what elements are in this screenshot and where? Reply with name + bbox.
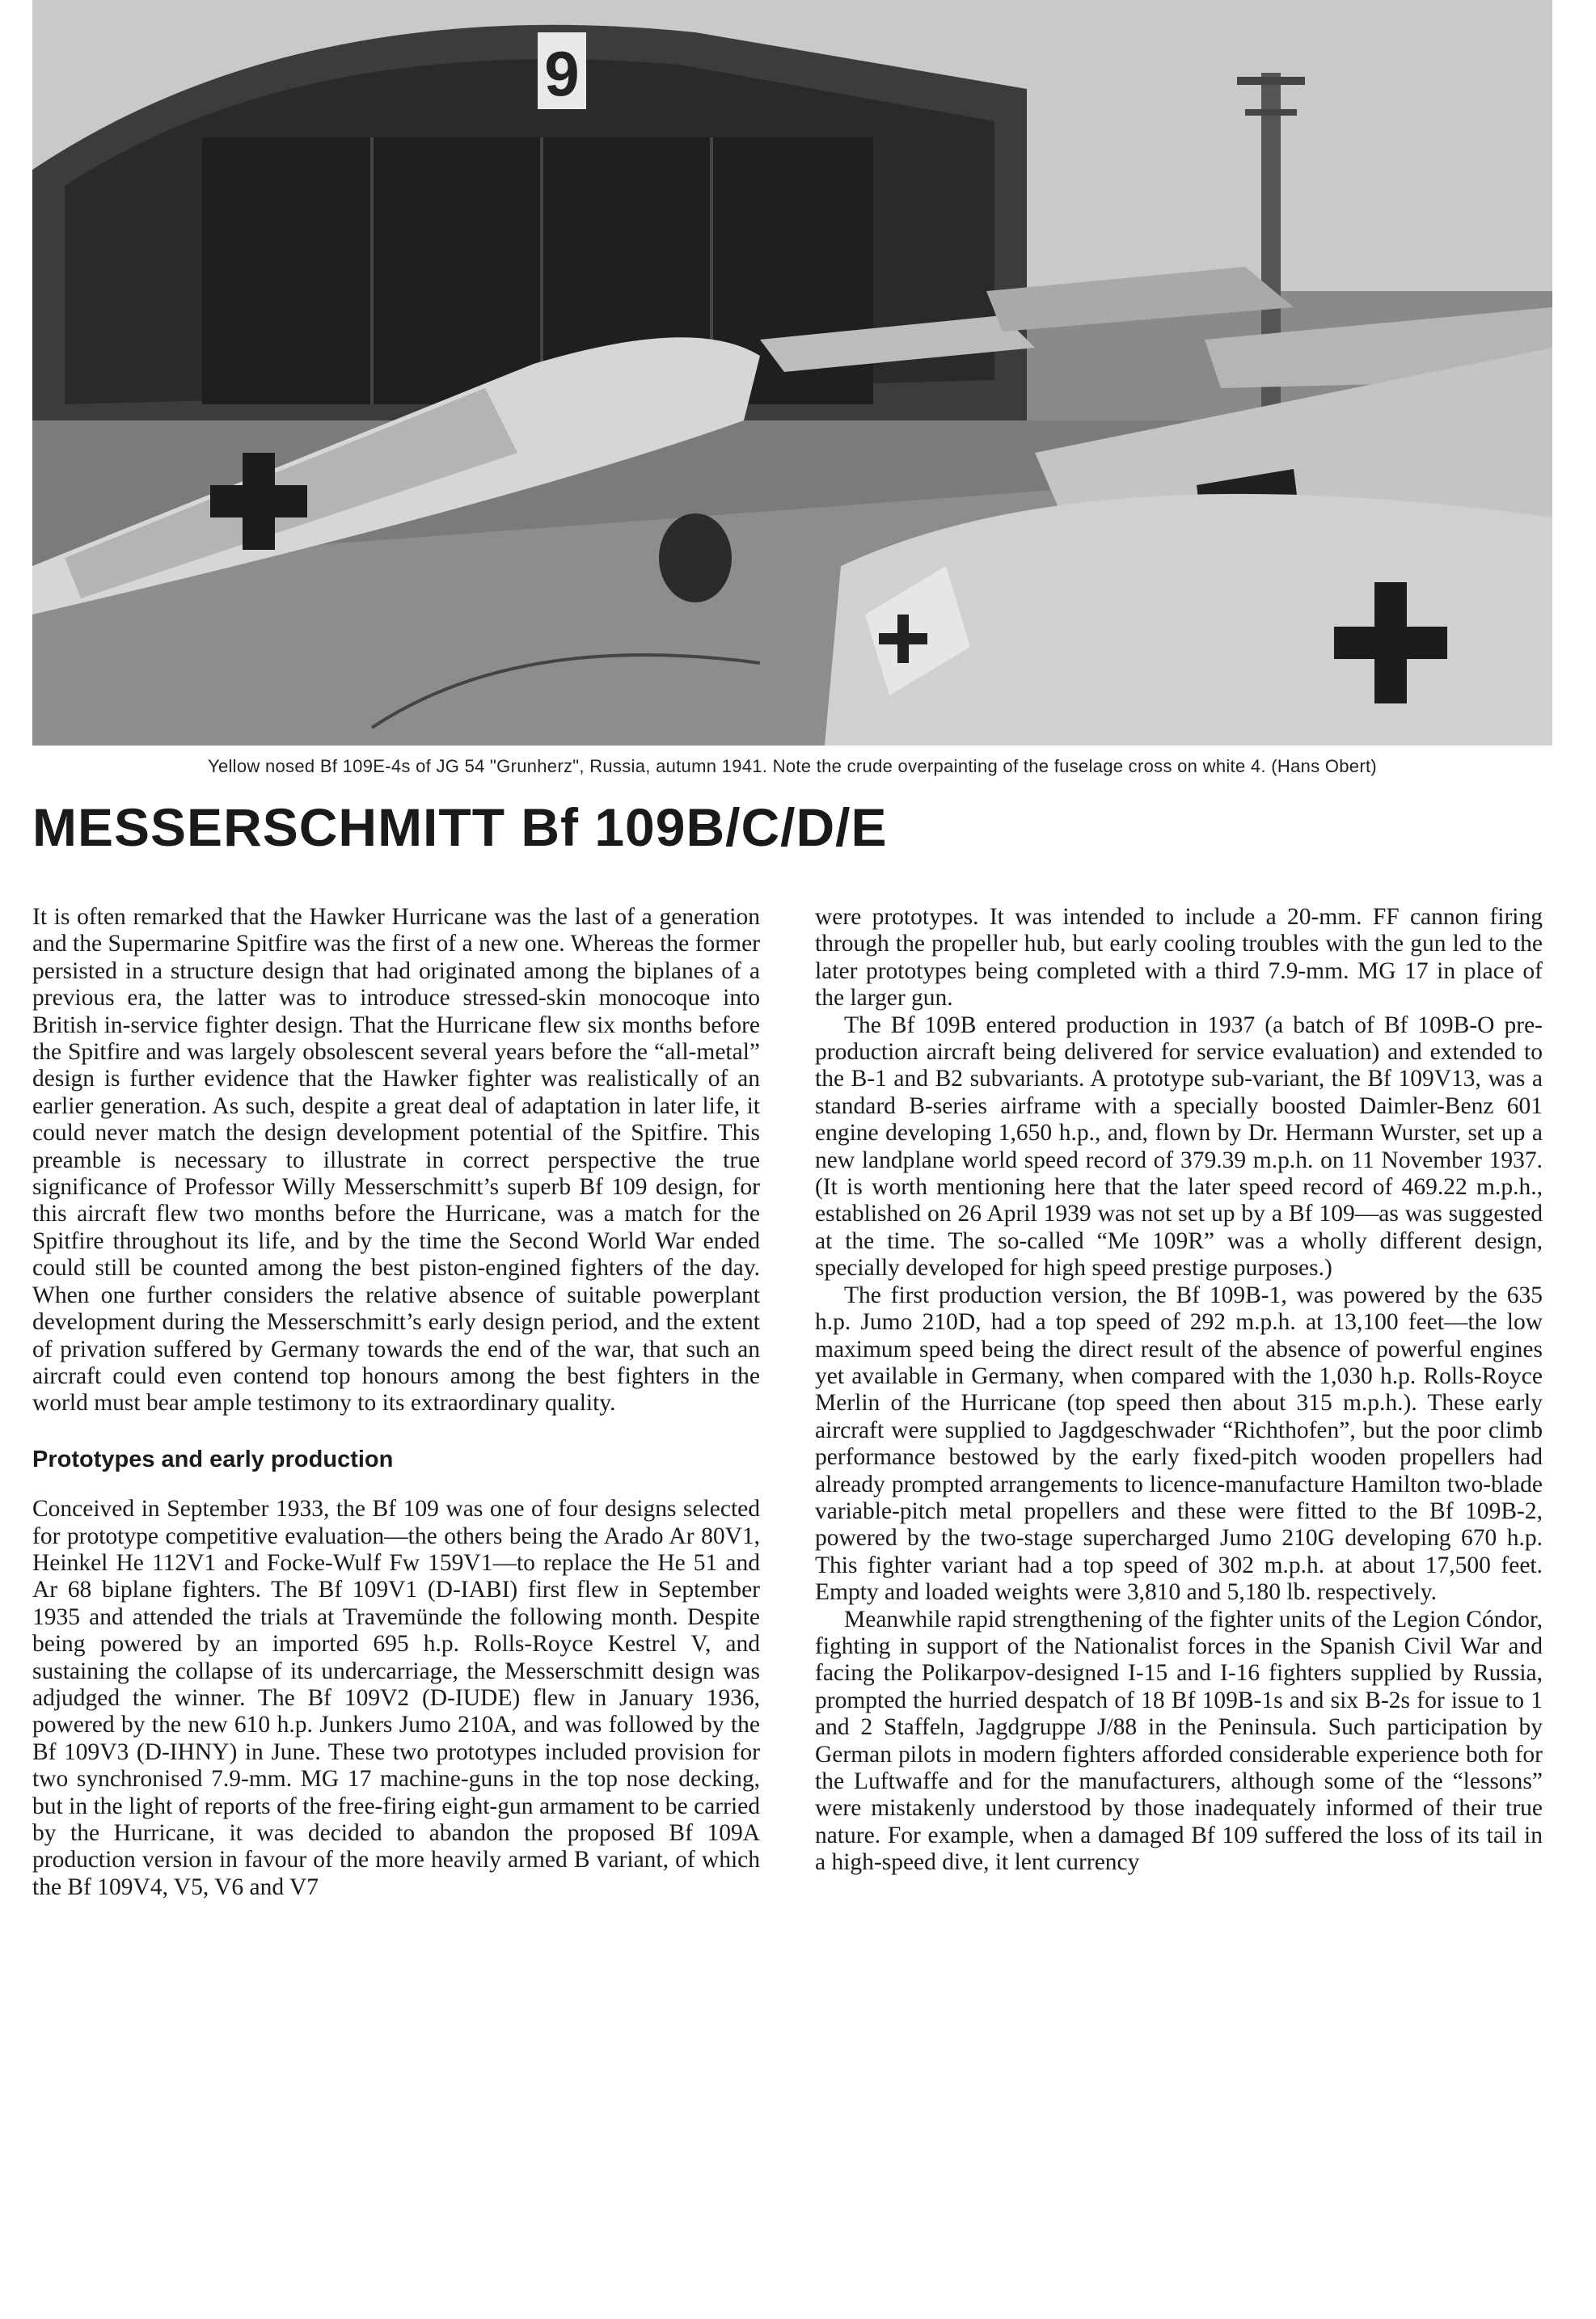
article-title: MESSERSCHMITT Bf 109B/C/D/E xyxy=(32,797,888,857)
photo-illustration xyxy=(32,0,1552,746)
hangar-number: 9 xyxy=(544,38,580,109)
hangar-photo xyxy=(32,0,1552,746)
left-column xyxy=(32,904,760,1901)
paragraph-intro: It is often remarked that the Hawker Hurricane was the last of a generation and the Supermarine Spitfire was the first of a new one. Whereas the former persisted in a structure design that had originated among the biplanes of a previous era, the latter was to introduce stressed-skin monocoque into British in-service fighter design. That the Hurricane flew six months before the Spitfire and was largely obsolescent several years before the “all-metal” design is further evidence that the Hawker fighter was realistically of an earlier generation. As such, despite a great deal of adaptation in later life, it could never match the design development potential of the Spitfire. This preamble is necessary to illustrate in correct perspective the true significance of Professor Willy Messerschmitt’s superb Bf 109 design, for this aircraft flew two months before the Hurricane, was a match for the Spitfire throughout its life, and by the time the Second World War ended could still be counted among the best piston-engined fighters of the day. When one further considers the relative absence of suitable powerplant development during the Messerschmitt’s early design period, and the extent of privation suffered by Germany towards the end of the war, that such an aircraft could even contend top honours among the best fighters in the world must bear ample testimony to its extraordinary quality. xyxy=(32,904,760,1417)
radio-tower xyxy=(1261,73,1281,453)
section-heading: Prototypes and early production xyxy=(32,1446,394,1472)
paragraph-bf109b-production: The Bf 109B entered production in 1937 (a batch of Bf 109B-O pre-production aircraft being delivered for service evaluation) and extended to the B-1 and B2 subvariants. A prototype sub-variant, the Bf 109V13, was a standard B-series airframe with a specially boosted Daimler-Benz 601 engine developing 1,650 h.p., and, flown by Dr. Hermann Wurster, set up a new landplane world speed record of 379.39 m.p.h. on 11 November 1937. (It is worth mentioning here that the later speed record of 469.22 m.p.h., established on 26 April 1939 was not set up by a Bf 109—as was suggested at the time. The so-called “Me 109R” was a wholly different design, specially developed for high speed prestige purposes.) xyxy=(815,1012,1543,1282)
landing-wheel xyxy=(659,513,732,602)
photo-caption: Yellow nosed Bf 109E-4s of JG 54 "Grunherz", Russia, autumn 1941. Note the crude overpainting of the fuselage cross on white 4. (Hans Obert) xyxy=(207,756,1378,776)
paragraph-legion-condor: Meanwhile rapid strengthening of the fighter units of the Legion Cóndor, fighting in support of the Nationalist forces in the Spanish Civil War and facing the Polikarpov-designed I-15 and I-16 fighters supplied by Russia, prompted the hurried despatch of 18 Bf 109B-1s and six B-2s for issue to 1 and 2 Staffeln, Jagdgruppe J/88 in the Peninsula. Such participation by German pilots in modern fighters afforded considerable experience both for the Luftwaffe and for the manufacturers, although some of the “lessons” were mistakenly understood by those inadequately informed of their true nature. For example, when a damaged Bf 109 suffered the loss of its tail in a high-speed dive, it lent currency xyxy=(815,1606,1543,1876)
paragraph-prototypes: Conceived in September 1933, the Bf 109 was one of four designs selected for prototype competitive evaluation—the others being the Arado Ar 80V1, Heinkel He 112V1 and Focke-Wulf Fw 159V1—to replace the He 51 and Ar 68 biplane fighters. The Bf 109V1 (D-IABI) first flew in September 1935 and attended the trials at Travemünde the following month. Despite being powered by an imported 695 h.p. Rolls-Royce Kestrel V, and sustaining the collapse of its undercarriage, the Messerschmitt design was adjudged the winner. The Bf 109V2 (D-IUDE) flew in January 1936, powered by the new 610 h.p. Junkers Jumo 210A, and was followed by the Bf 109V3 (D-IHNY) in June. These two prototypes included provision for two synchronised 7.9-mm. MG 17 machine-guns in the top nose decking, but in the light of reports of the free-firing eight-gun armament to be carried by the Hurricane, it was decided to abandon the proposed Bf 109A production version in favour of the more heavily armed B variant, of which the Bf 109V4, V5, V6 and V7 xyxy=(32,1496,760,1900)
paragraph-continuation: were prototypes. It was intended to include a 20-mm. FF cannon firing through the propeller hub, but early cooling troubles with the gun led to the later prototypes being completed with a third 7.9-mm. MG 17 in place of the larger gun. xyxy=(815,904,1543,1012)
right-column xyxy=(815,904,1543,1877)
paragraph-bf109b1: The first production version, the Bf 109B-1, was powered by the 635 h.p. Jumo 210D, had a top speed of 292 m.p.h. at 13,100 feet—the low maximum speed being the direct result of the absence of powerful engines yet available in Germany, when compared with the 1,030 h.p. Rolls-Royce Merlin of the Hurricane (top speed then about 315 m.p.h.). These early aircraft were supplied to Jagdgeschwader “Richthofen”, but the poor climb performance bestowed by the early fixed-pitch wooden propellers had already prompted arrangements to licence-manufacture Hamilton two-blade variable-pitch metal propellers and these were fitted to the Bf 109B-2, powered by the two-stage supercharged Jumo 210G developing 670 h.p. This fighter variant had a top speed of 302 m.p.h. at about 17,500 feet. Empty and loaded weights were 3,810 and 5,180 lb. respectively. xyxy=(815,1282,1543,1606)
